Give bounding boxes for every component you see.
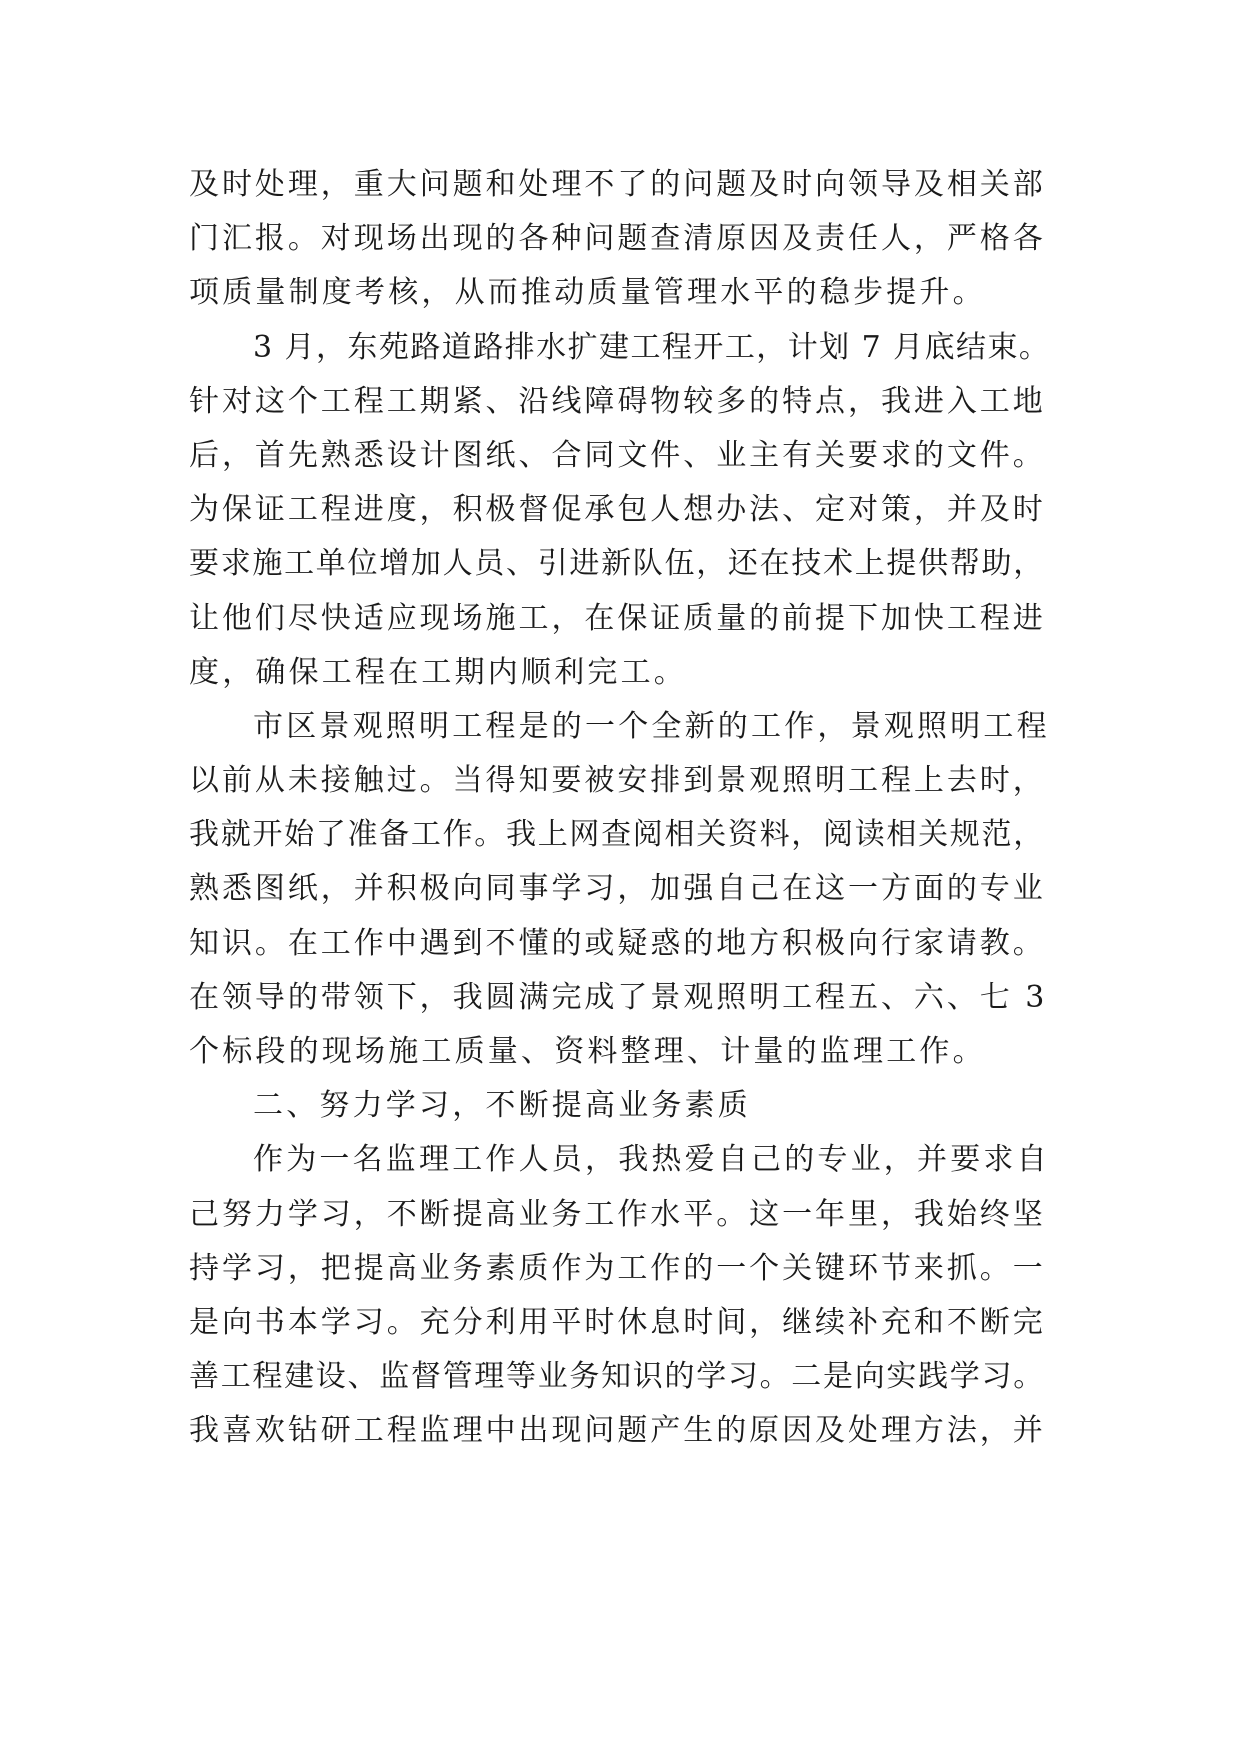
text-line: 度，确保工程在工期内顺利完工。 [189,654,687,690]
text-line: 善工程建设、监督管理等业务知识的学习。二是向实践学习。 [189,1359,1045,1395]
text-line: 我喜欢钻研工程监理中出现问题产生的原因及处理方法，并 [189,1413,1046,1449]
text-line: 让他们尽快适应现场施工，在保证质量的前提下加快工程进 [189,600,1046,636]
text-line: 及时处理，重大问题和处理不了的问题及时向领导及相关部 [189,167,1046,202]
text-line: 在领导的带领下，我圆满完成了景观照明工程五、六、七 3 [189,979,1048,1015]
text-line: 项质量制度考核，从而推动质量管理水平的稳步提升。 [189,275,986,311]
text-line: 针对这个工程工期紧、沿线障碍物较多的特点，我进入工地 [189,383,1046,419]
text-line: 我就开始了准备工作。我上网查阅相关资料，阅读相关规范， [189,817,1045,853]
document-body [189,158,1051,1459]
text-line: 个标段的现场施工质量、资料整理、计量的监理工作。 [189,1034,986,1069]
section-heading: 二、努力学习，不断提高业务素质 [253,1088,751,1124]
text-line: 为保证工程进度，积极督促承包人想办法、定对策，并及时 [189,492,1046,528]
text-line: 己努力学习，不断提高业务工作水平。这一年里，我始终坚 [189,1196,1046,1232]
paragraph-start-line: 3 月，东苑路道路排水扩建工程开工，计划 7 月底结束。 [253,329,1051,365]
paragraph-start-line: 作为一名监理工作人员，我热爱自己的专业，并要求自 [253,1142,1050,1178]
text-line: 是向书本学习。充分利用平时休息时间，继续补充和不断完 [189,1304,1046,1340]
text-line: 后，首先熟悉设计图纸、合同文件、业主有关要求的文件。 [189,437,1046,473]
text-line: 要求施工单位增加人员、引进新队伍，还在技术上提供帮助， [189,546,1045,582]
text-line: 持学习，把提高业务素质作为工作的一个关键环节来抓。一 [189,1250,1046,1286]
text-line: 熟悉图纸，并积极向同事学习，加强自己在这一方面的专业 [189,871,1046,907]
text-line: 门汇报。对现场出现的各种问题查清原因及责任人，严格各 [189,221,1046,257]
paragraph-start-line: 市区景观照明工程是的一个全新的工作，景观照明工程 [253,708,1050,744]
text-line: 以前从未接触过。当得知要被安排到景观照明工程上去时， [189,763,1046,799]
text-line: 知识。在工作中遇到不懂的或疑惑的地方积极向行家请教。 [189,925,1046,961]
